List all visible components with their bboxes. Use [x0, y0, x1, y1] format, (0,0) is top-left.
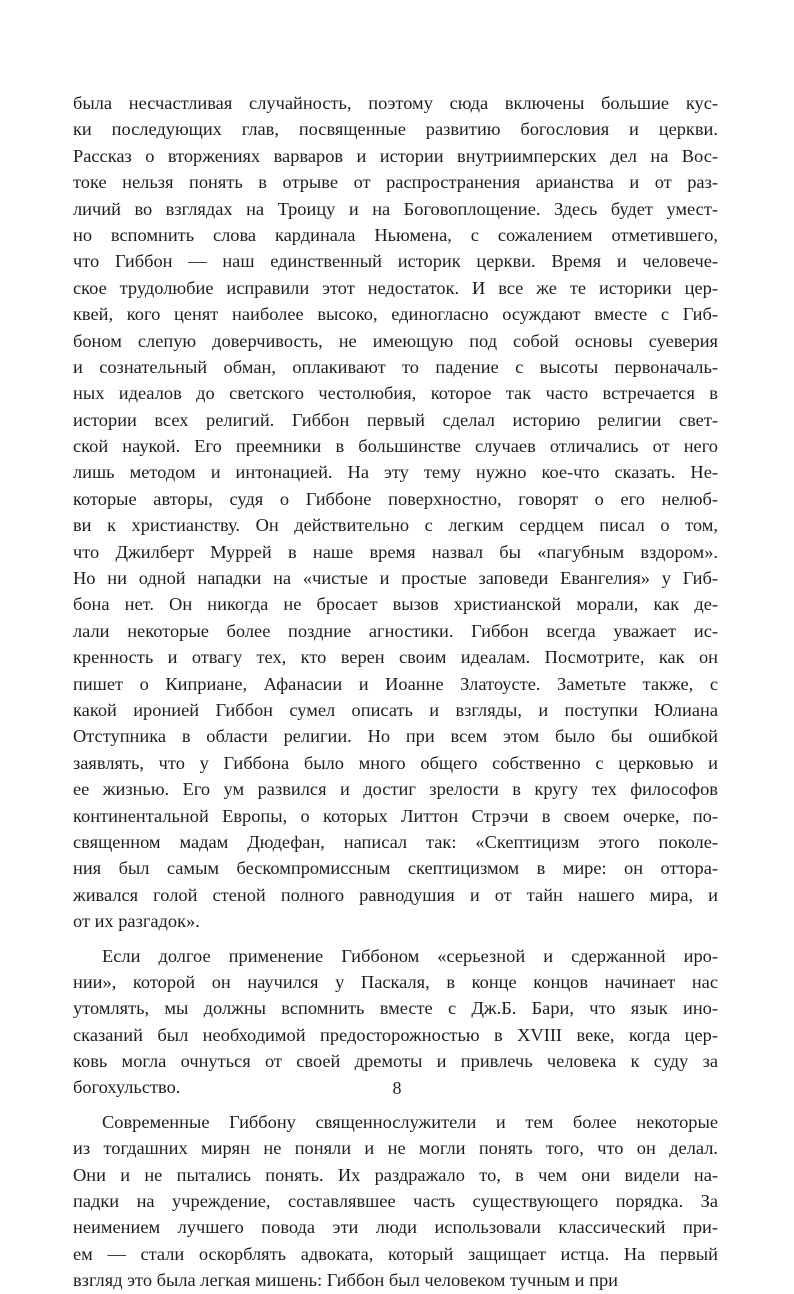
text-line: сказаний был необходимой предосторожностью в XVIII веке, когда цер-	[73, 1024, 718, 1045]
text-line: личий во взглядах на Троицу и на Боговоплощение. Здесь будет умест-	[73, 198, 718, 219]
text-line: боном слепую доверчивость, не имеющую под собой основы суеверия	[73, 330, 718, 351]
text-line: нии», которой он научился у Паскаля, в конце концов начинает нас	[73, 971, 718, 992]
text-line: что Джилберт Муррей в наше время назвал бы «пагубным вздором».	[73, 541, 718, 562]
text-line: бона нет. Он никогда не бросает вызов христианской морали, как де-	[73, 594, 718, 615]
text-line: ки последующих глав, посвященные развитию богословия и церкви.	[73, 119, 718, 140]
paragraph-gap	[73, 935, 718, 943]
paragraph-gap	[73, 1101, 718, 1109]
text-line: но вспомнить слова кардинала Ньюмена, с сожалением отметившего,	[73, 224, 718, 245]
text-line: ское трудолюбие исправили этот недостаток. И все же те историки цер-	[73, 277, 718, 298]
text-line: лишь методом и интонацией. На эту тему нужно кое-что сказать. Не-	[73, 462, 718, 483]
text-line: ем — стали оскорблять адвоката, который защищает истца. На первый	[73, 1243, 718, 1264]
text-line: Отступника в области религии. Но при всем этом было бы ошибкой	[73, 726, 718, 747]
text-line: Они и не пытались понять. Их раздражало то, в чем они видели на-	[73, 1164, 718, 1185]
text-line: ви к христианству. Он действительно с легким сердцем писал о том,	[73, 515, 718, 536]
text-line: утомлять, мы должны вспомнить вместе с Дж.Б. Бари, что язык ино-	[73, 998, 718, 1019]
text-line: священном мадам Дюдефан, написал так: «Скептицизм этого поколе-	[73, 831, 718, 852]
text-line: ния был самым бескомпромиссным скептицизмом в мире: он оттора-	[73, 858, 718, 879]
paragraph	[73, 90, 718, 935]
text-line: какой иронией Гиббон сумел описать и взгляды, и поступки Юлиана	[73, 699, 718, 720]
text-line: истории всех религий. Гиббон первый сделал историю религии свет-	[73, 409, 718, 430]
text-line: богохульство.	[73, 1077, 181, 1098]
paragraph	[73, 1109, 718, 1294]
text-line: ных идеалов до светского честолюбия, которое так часто встречается в	[73, 383, 718, 404]
text-line: живался голой стеной полного равнодушия и от тайн нашего мира, и	[73, 884, 718, 905]
text-line: квей, кого ценят наиболее высоко, единогласно осуждают вместе с Гиб-	[73, 304, 718, 325]
text-line: была несчастливая случайность, поэтому сюда включены большие кус-	[73, 93, 718, 113]
text-line: ской наукой. Его преемники в большинстве случаев отличались от него	[73, 436, 718, 457]
text-line: заявлять, что у Гиббона было много общего собственно с церковью и	[73, 752, 718, 773]
text-line: ее жизнью. Его ум развился и достиг зрелости в кругу тех философов	[73, 779, 718, 800]
body-text	[73, 90, 718, 1294]
text-line: от их разгадок».	[73, 911, 200, 932]
text-line: неимением лучшего повода эти люди использовали классический при-	[73, 1217, 718, 1238]
text-line: из тогдашних мирян не поняли и не могли понять того, что он делал.	[73, 1138, 718, 1159]
text-line: взгляд это была легкая мишень: Гиббон был человеком тучным и при	[73, 1270, 618, 1291]
text-line: континентальной Европы, о которых Литтон Стрэчи в своем очерке, по-	[73, 805, 718, 826]
text-line: лали некоторые более поздние агностики. Гиббон всегда уважает ис-	[73, 620, 718, 641]
text-line: Но ни одной нападки на «чистые и простые заповеди Евангелия» у Гиб-	[73, 568, 718, 589]
text-line: Если долгое применение Гиббоном «серьезной и сдержанной иро-	[102, 945, 718, 966]
text-line: Рассказ о вторжениях варваров и истории внутриимперских дел на Вос-	[73, 145, 718, 166]
page-number: 8	[392, 1078, 402, 1098]
text-line: пишет о Киприане, Афанасии и Иоанне Златоусте. Заметьте также, с	[73, 673, 718, 694]
text-line: токе нельзя понять в отрыве от распространения арианства и от раз-	[73, 172, 718, 193]
text-line: падки на учреждение, составлявшее часть существующего порядка. За	[73, 1191, 718, 1212]
text-line: Современные Гиббону священнослужители и тем более некоторые	[102, 1111, 718, 1132]
text-line: которые авторы, судя о Гиббоне поверхностно, говорят о его нелюб-	[73, 488, 718, 509]
text-line: и сознательный обман, оплакивают то падение с высоты первоначаль-	[73, 356, 718, 377]
text-line: кренность и отвагу тех, кто верен своим идеалам. Посмотрите, как он	[73, 647, 718, 668]
text-line: что Гиббон — наш единственный историк церкви. Время и человече-	[73, 251, 718, 272]
text-line: ковь могла очнуться от своей дремоты и привлечь человека к суду за	[73, 1051, 718, 1072]
